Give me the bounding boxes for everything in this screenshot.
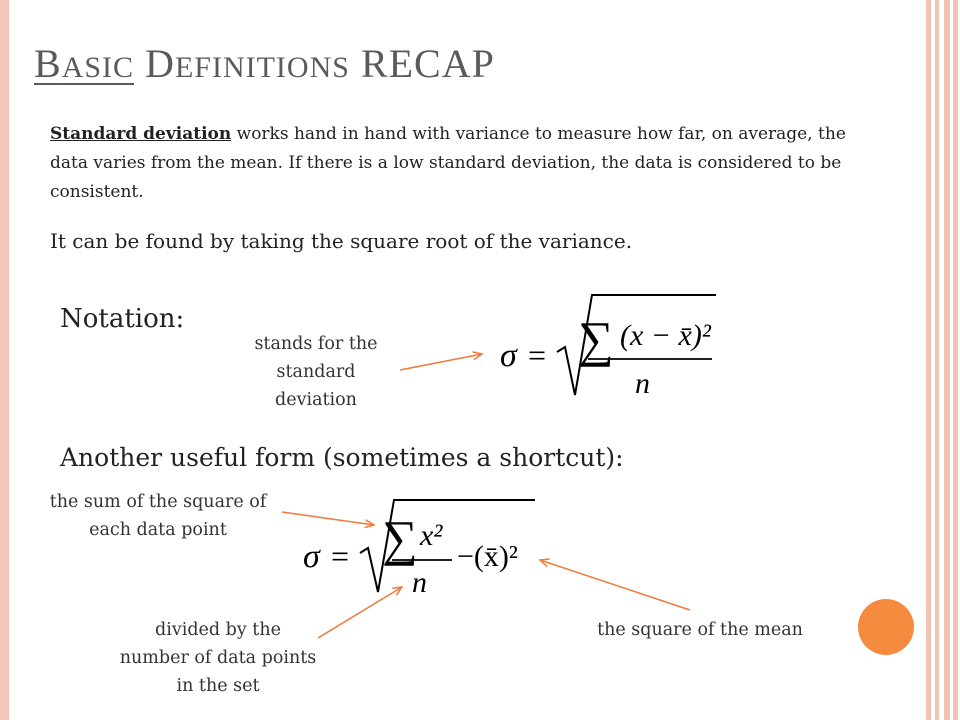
denominator-n: n bbox=[635, 367, 650, 400]
minus-mean-squared: −(x̄)² bbox=[457, 540, 518, 573]
another-form-label: Another useful form (sometimes a shortcut): bbox=[60, 443, 624, 472]
arrow-to-sum bbox=[282, 512, 374, 525]
annotation-square-of-mean: the square of the mean bbox=[597, 620, 803, 640]
square-root-sentence: It can be found by taking the square root of the variance. bbox=[50, 229, 633, 253]
decorative-orange-circle bbox=[858, 599, 914, 655]
formula-shortcut bbox=[303, 500, 535, 599]
arrow-to-sigma bbox=[400, 354, 482, 370]
notation-label: Notation: bbox=[60, 304, 185, 334]
summation-symbol: ∑ bbox=[578, 311, 614, 367]
formula-standard-deviation bbox=[500, 295, 716, 400]
numerator-x-squared: x² bbox=[420, 519, 443, 552]
summation-symbol-2: ∑ bbox=[382, 510, 418, 566]
arrow-to-n bbox=[318, 587, 402, 638]
sigma-symbol: σ bbox=[500, 337, 517, 374]
sigma-symbol-2: σ bbox=[303, 538, 320, 575]
term-standard-deviation: Standard deviation bbox=[50, 124, 232, 144]
annotation-stands-for: stands for the standard deviation bbox=[254, 334, 378, 410]
equals-sign: = bbox=[528, 337, 547, 373]
arrow-to-mean bbox=[540, 560, 690, 610]
denominator-n-2: n bbox=[412, 566, 427, 599]
numerator-term: (x − x̄)² bbox=[620, 319, 711, 352]
annotation-divided-by: divided by the number of data points in the set bbox=[119, 620, 317, 696]
slide-title: BASIC DEFINITIONS RECAP bbox=[34, 41, 495, 86]
annotation-arrows bbox=[282, 354, 690, 638]
definition-paragraph: Standard deviation works hand in hand with variance to measure how far, on average, the data varies from the mean. If there is a low standard deviation, the data is considered to be consistent. bbox=[50, 124, 846, 202]
equals-sign-2: = bbox=[331, 538, 350, 574]
annotation-sum-of-squares: the sum of the square of each data point bbox=[49, 492, 267, 540]
